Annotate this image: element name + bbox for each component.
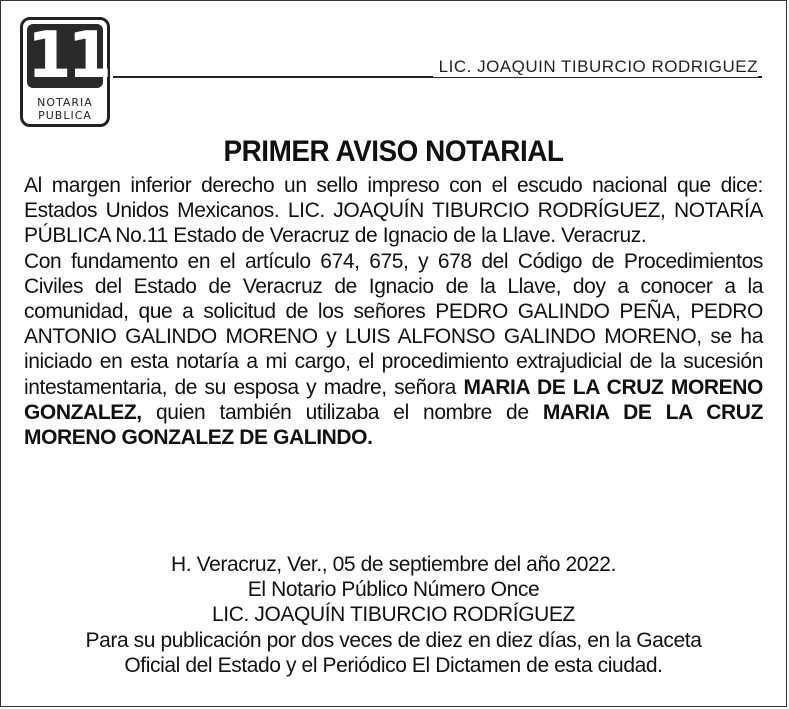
announcement-text-a: Con fundamento en el artículo 674, 675, y 678 del Código de Procedimientos Civiles del Estado de Veracruz de Ignacio de la Llave, doy a conocer a la comunidad, que a solicitud de los señores PEDRO GALINDO PEÑA, PEDRO ANTONIO GALINDO MORENO y LUIS ALFONSO GALINDO MORENO, se ha iniciado en esta notaría a mi cargo, el procedimiento extrajudicial de la sucesión intestamentaria, de su esposa y madre, señora [24,249,763,399]
place-date: H. Veracruz, Ver., 05 de septiembre del año 2022. [170,553,617,576]
logo-text-publica: PUBLICA [38,109,92,122]
notice-closing [24,552,763,678]
publication-line-2: Oficial del Estado y el Periódico El Dictamen de esta ciudad. [124,653,663,677]
notice-body [24,173,763,450]
logo-text-notaria: NOTARIA [37,96,93,109]
signatory-name: LIC. JOAQUÍN TIBURCIO RODRÍGUEZ [212,603,575,627]
deceased-alias: MARIA DE LA CRUZ MORENO GONZALEZ DE GALINDO. [24,400,763,450]
notary-logo [20,17,110,127]
announcement-text-b: quien también utilizaba el nombre de [141,400,543,424]
signatory-role: El Notario Público Número Once [247,578,540,602]
paragraph-seal: Al margen inferior derecho un sello impreso con el escudo nacional que dice: Estados Unidos Mexicanos. LIC. JOAQUÍN TIBURCIO RODRÍGUEZ, NOTARÍA PÚBLICA No.11 Estado de Veracruz de Ignacio de la Llave. Veracruz. [24,174,763,248]
logo-number: 11 [27,19,109,93]
header-notary-name: LIC. JOAQUIN TIBURCIO RODRIGUEZ [433,57,758,77]
paragraph-announcement [24,249,763,451]
deceased-name: MARIA DE LA CRUZ MORENO GONZALEZ, [24,375,763,424]
notice-title: PRIMER AVISO NOTARIAL [223,135,564,168]
publication-line-1: Para su publicación por dos veces de diez en diez días, en la Gaceta [85,628,702,652]
